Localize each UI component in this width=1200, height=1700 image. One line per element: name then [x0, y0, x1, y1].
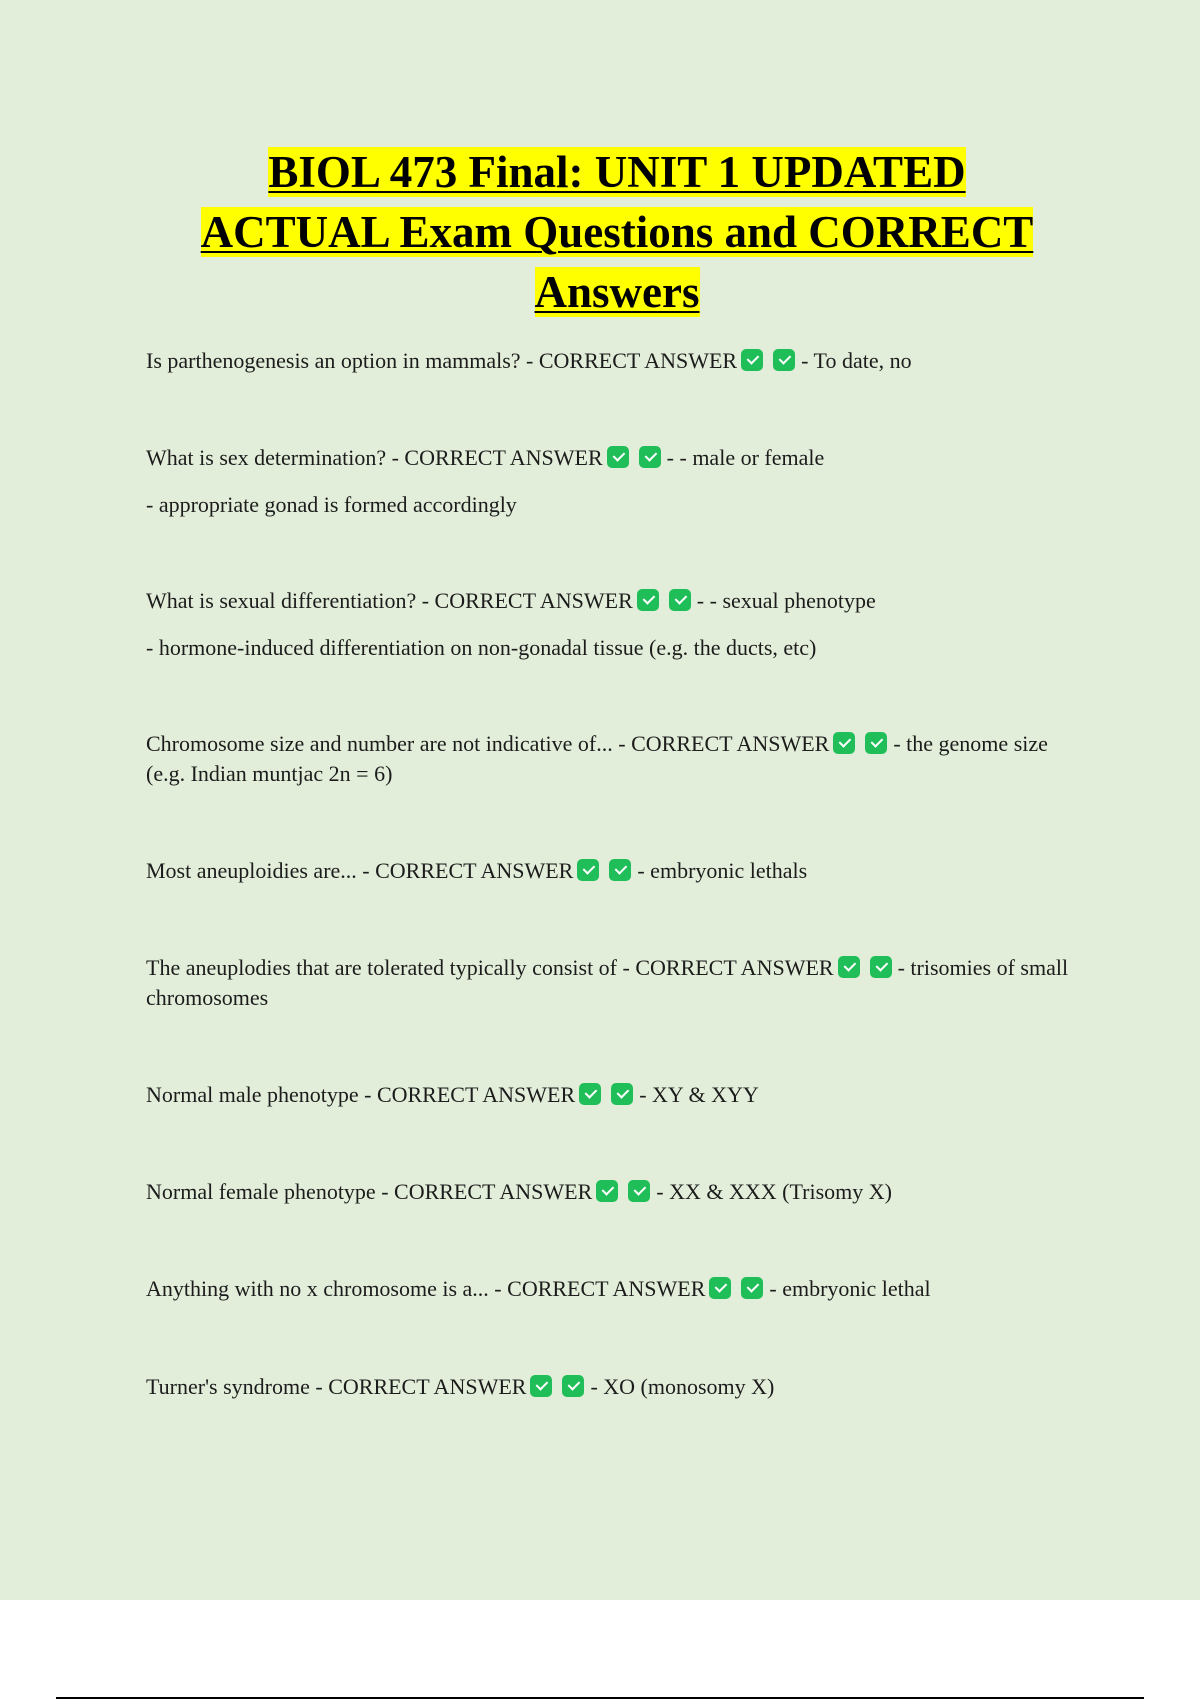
qa-line [146, 729, 1076, 789]
green-check-box-icon [741, 349, 763, 371]
question-text: Chromosome size and number are not indicative of... - [146, 731, 632, 756]
green-check-box-icon [530, 1375, 552, 1397]
green-check-box-icon [596, 1180, 618, 1202]
qa-item [146, 1080, 1076, 1110]
question-text: Normal male phenotype - [146, 1082, 377, 1107]
question-text: What is sexual differentiation? - [146, 588, 435, 613]
qa-item [146, 953, 1076, 1013]
answer-text: - appropriate gonad is formed accordingly [146, 492, 517, 517]
question-text: Turner's syndrome - [146, 1374, 329, 1399]
question-text: Most aneuploidies are... - [146, 858, 376, 883]
green-check-box-icon [709, 1277, 731, 1299]
green-check-box-icon [870, 956, 892, 978]
answer-text: - - male or female [666, 445, 825, 470]
answer-text: - embryonic lethals [637, 858, 808, 883]
correct-answer-tag: CORRECT ANSWER [376, 1082, 576, 1107]
correct-answer-tag: CORRECT ANSWER [507, 1276, 706, 1301]
document-title [120, 142, 1114, 322]
green-check-box-icon [833, 732, 855, 754]
qa-line [146, 586, 1076, 616]
answer-text: - the genome size (e.g. Indian muntjac 2n = 6) [146, 731, 1048, 786]
green-check-box-icon [773, 349, 795, 371]
correct-answer-tag: CORRECT ANSWER [404, 445, 603, 470]
green-check-box-icon [579, 1083, 601, 1105]
answer-text: - XO (monosomy X) [590, 1374, 775, 1399]
green-check-box-icon [639, 446, 661, 468]
qa-line [146, 346, 1076, 376]
green-check-box-icon [609, 859, 631, 881]
answer-text: - hormone-induced differentiation on non-gonadal tissue (e.g. the ducts, etc) [146, 635, 817, 660]
correct-answer-tag: CORRECT ANSWER [328, 1374, 527, 1399]
answer-text: - XY & XYY [639, 1082, 759, 1107]
qa-line [146, 856, 1076, 886]
correct-answer-tag: CORRECT ANSWER [538, 348, 738, 373]
title-line-2: ACTUAL Exam Questions and CORRECT [200, 207, 1034, 257]
title-line-1: BIOL 473 Final: UNIT 1 UPDATED [268, 147, 966, 197]
green-check-box-icon [607, 446, 629, 468]
qa-item [146, 1372, 1076, 1402]
correct-answer-tag: CORRECT ANSWER [434, 588, 633, 613]
green-check-box-icon [562, 1375, 584, 1397]
green-check-box-icon [628, 1180, 650, 1202]
green-check-box-icon [865, 732, 887, 754]
answer-text: - XX & XXX (Trisomy X) [656, 1179, 892, 1204]
qa-item [146, 443, 1076, 520]
correct-answer-tag: CORRECT ANSWER [635, 955, 834, 980]
qa-item [146, 856, 1076, 886]
qa-item [146, 1177, 1076, 1207]
qa-item [146, 729, 1076, 789]
answer-text: - - sexual phenotype [696, 588, 876, 613]
question-text: Anything with no x chromosome is a... - [146, 1276, 508, 1301]
qa-line [146, 953, 1076, 1013]
question-text: The aneuplodies that are tolerated typically consist of - [146, 955, 636, 980]
green-check-box-icon [577, 859, 599, 881]
qa-line [146, 443, 1076, 473]
answer-text: - To date, no [801, 348, 912, 373]
answer-text: - embryonic lethal [769, 1276, 931, 1301]
correct-answer-tag: CORRECT ANSWER [375, 858, 574, 883]
qa-item [146, 1274, 1076, 1304]
question-text: Is parthenogenesis an option in mammals? - [146, 348, 539, 373]
green-check-box-icon [838, 956, 860, 978]
qa-line [146, 1372, 1076, 1402]
green-check-box-icon [611, 1083, 633, 1105]
green-check-box-icon [637, 589, 659, 611]
footer-divider [56, 1697, 1144, 1699]
qa-answer-continuation [146, 490, 1076, 520]
green-check-box-icon [741, 1277, 763, 1299]
qa-answer-continuation [146, 633, 1076, 663]
qa-item [146, 346, 1076, 376]
question-text: What is sex determination? - [146, 445, 405, 470]
qa-line [146, 1274, 1076, 1304]
correct-answer-tag: CORRECT ANSWER [394, 1179, 593, 1204]
qa-line [146, 1177, 1076, 1207]
question-text: Normal female phenotype - [146, 1179, 395, 1204]
correct-answer-tag: CORRECT ANSWER [631, 731, 830, 756]
qa-line [146, 1080, 1076, 1110]
title-line-3: Answers [534, 267, 700, 317]
green-check-box-icon [669, 589, 691, 611]
qa-item [146, 586, 1076, 663]
answer-text: - trisomies of small chromosomes [146, 955, 1069, 1010]
